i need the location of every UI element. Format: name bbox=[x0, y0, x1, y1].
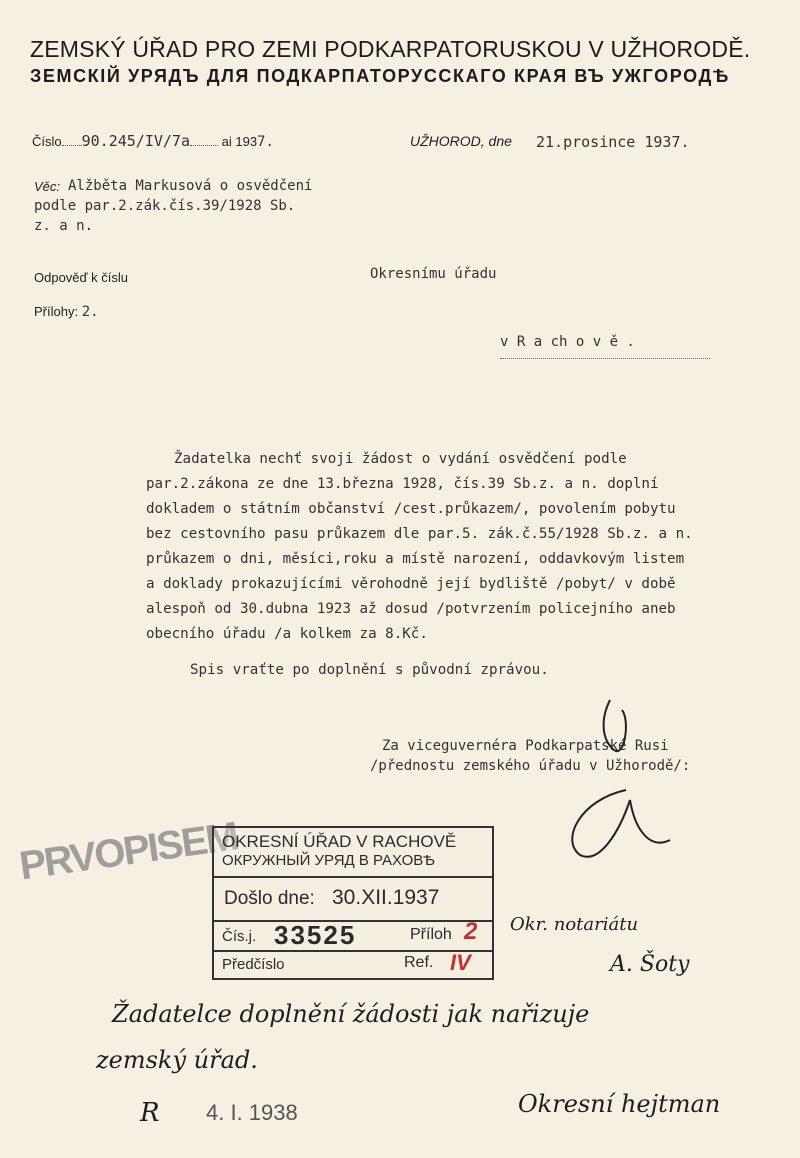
body-line-4: bez cestovního pasu průkazem dle par.5. zák.č.55/1928 Sb.z. a n. bbox=[146, 526, 693, 542]
body-line-6: a doklady prokazujícími věrohodně její bydliště /pobyt/ v době bbox=[146, 576, 676, 592]
signature-line-1: Za viceguvernéra Podkarpatské Rusi bbox=[382, 738, 669, 754]
ref-label: Ref. bbox=[404, 954, 434, 971]
reply-label: Odpověď k číslu bbox=[34, 270, 128, 285]
handwritten-line-1: Žadatelce doplnění žádosti jak nařizuje bbox=[112, 1000, 590, 1028]
attachments-row bbox=[34, 304, 99, 320]
attachments-label: Přílohy: bbox=[34, 304, 79, 319]
stamp-office-cyrillic: ОКРУЖНЫЙ УРЯД В РАХОВѢ bbox=[222, 852, 435, 869]
signature-line-2: /přednostu zemského úřadu v Užhorodě/: bbox=[370, 758, 691, 774]
closing-line: Spis vraťte po doplnění s původní zprávou. bbox=[190, 662, 549, 678]
subject-line-3: z. a n. bbox=[34, 218, 94, 234]
subject-line-2: podle par.2.zák.čís.39/1928 Sb. bbox=[34, 198, 296, 214]
body-line-2: par.2.zákona ze dne 13.března 1928, čís.39 Sb.z. a n. doplní bbox=[146, 476, 659, 492]
body-line-1: Žadatelka nechť svoji žádost o vydání osvědčení podle bbox=[174, 451, 627, 467]
registry-stamp bbox=[212, 826, 494, 980]
handwritten-date-initial: R bbox=[140, 1098, 160, 1128]
body-line-7: alespoň od 30.dubna 1923 až dosud /potvrzením policejního aneb bbox=[146, 601, 676, 617]
addressee-line-2: v R a ch o v ě . bbox=[500, 334, 635, 350]
handwritten-line-2: zemský úřad. bbox=[96, 1046, 258, 1074]
handwritten-signature: Okresní hejtman bbox=[518, 1090, 721, 1118]
cislo-value: 90.245/IV/7a bbox=[81, 132, 190, 150]
number-label: Čís.j. bbox=[222, 928, 257, 945]
number-value: 33525 bbox=[274, 920, 357, 950]
reference-number-row bbox=[32, 132, 274, 150]
signature-scribble-icon bbox=[540, 680, 710, 880]
place-label: UŽHOROD, dne bbox=[410, 133, 512, 149]
year-label: ai 193 bbox=[221, 134, 258, 149]
attachments-value: 2. bbox=[81, 304, 99, 320]
attach-value: 2 bbox=[464, 918, 478, 945]
cislo-label: Číslo bbox=[32, 134, 62, 149]
handwritten-note-notary: Okr. notariátu bbox=[510, 914, 639, 935]
year-value: 7. bbox=[257, 134, 274, 150]
subject-line-1: Alžběta Markusová o osvědčení bbox=[68, 178, 313, 194]
addressee-underline bbox=[500, 358, 710, 359]
body-line-5: průkazem o dni, měsíci,roku a místě narození, oddavkovým listem bbox=[146, 551, 685, 567]
letterhead-cyrillic: ЗЕМСКІЙ УРЯДЪ ДЛЯ ПОДКАРПАТОРУССКАГО КРАЯ ВЪ УЖГОРОДѢ bbox=[30, 66, 731, 86]
received-label: Došlo dne: bbox=[224, 888, 315, 909]
prvopisem-stamp: PRVOPISEM bbox=[16, 814, 240, 889]
date-stamp: 4. I. 1938 bbox=[206, 1100, 298, 1125]
ref-value: IV bbox=[450, 950, 471, 975]
subject-label: Věc: bbox=[34, 179, 61, 194]
prev-number-label: Předčíslo bbox=[222, 956, 285, 973]
stamp-office-czech: OKRESNÍ ÚŘAD V RACHOVĚ bbox=[222, 832, 457, 851]
addressee-line-1: Okresnímu úřadu bbox=[370, 266, 497, 282]
letter-date: 21.prosince 1937. bbox=[536, 133, 690, 151]
body-line-3: dokladem o státním občanství /cest.průkazem/, povolením pobytu bbox=[146, 501, 676, 517]
letterhead-czech: ZEMSKÝ ÚŘAD PRO ZEMI PODKARPATORUSKOU V UŽHORODĚ. bbox=[30, 36, 751, 62]
body-line-8: obecního úřadu /a kolkem za 8.Kč. bbox=[146, 626, 428, 642]
handwritten-note-name: A. Šoty bbox=[610, 952, 690, 977]
attach-label: Příloh bbox=[410, 926, 452, 943]
received-date: 30.XII.1937 bbox=[332, 886, 440, 909]
